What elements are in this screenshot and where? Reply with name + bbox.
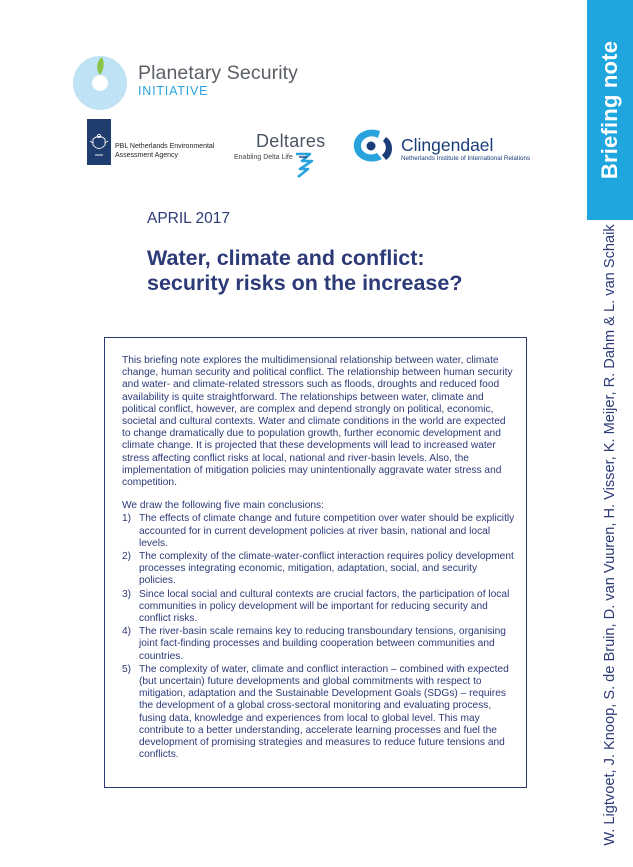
- pbl-crest-icon: [87, 119, 111, 165]
- planetary-security-logo-icon: [70, 51, 130, 111]
- psi-subtitle: INITIATIVE: [138, 84, 209, 98]
- conclusion-number: 5): [122, 663, 132, 675]
- deltares-name: Deltares: [256, 131, 326, 151]
- authors-list: W. Ligtvoet, J. Knoop, S. de Bruin, D. van Vuuren, H. Visser, K. Meijer, R. Dahm & L. van Schaik: [602, 223, 618, 846]
- briefing-note-label: Briefing note: [597, 40, 622, 180]
- pbl-name-line2: Assessment Agency: [115, 152, 179, 159]
- conclusion-text: The complexity of the climate-water-conflict interaction requires policy development processes integrating economic, mitigation, adaptation, social, and security policies.: [139, 551, 514, 587]
- conclusion-item: [122, 589, 516, 626]
- publication-date: APRIL 2017: [147, 210, 231, 227]
- authors-strip: [587, 223, 633, 846]
- psi-name: Planetary Security: [138, 62, 299, 84]
- title-line-2: security risks on the increase?: [147, 271, 463, 295]
- conclusion-item: [122, 664, 516, 762]
- conclusion-item: [122, 513, 516, 550]
- conclusion-number: 2): [122, 551, 132, 563]
- conclusion-text: The effects of climate change and future competition over water should be explicitly accounted for in current development policies at river basin, national and local levels.: [139, 513, 515, 549]
- deltares-wave-icon: [293, 151, 315, 179]
- conclusion-text: The complexity of water, climate and conflict interaction – combined with expected (but uncertain) future developments and global commitments with respect to mitigation, adaptation and the Sustainable Development Goals (SDGs) – requires the development of a global cross-sectoral monitoring and evaluating process, fusing data, knowledge and experiences from local to global level. This may contribute to a better understanding, accelerate learning processes and fuel the development of promising strategies and measures to reduce future tensions and conflicts.: [139, 663, 509, 761]
- conclusions-list: [122, 513, 516, 761]
- clingendael-subtitle: Netherlands Institute of International Relations: [401, 155, 531, 162]
- conclusions-lead: We draw the following five main conclusions:: [122, 500, 324, 512]
- conclusion-number: 3): [122, 588, 132, 600]
- clingendael-name: Clingendael: [401, 135, 494, 155]
- deltares-tagline: Enabling Delta Life: [234, 154, 293, 161]
- conclusion-item: [122, 626, 516, 663]
- conclusion-text: Since local social and cultural contexts are crucial factors, the participation of local communities in policy development will be important for reducing security and conflict risks.: [139, 588, 510, 625]
- conclusion-number: 1): [122, 513, 132, 525]
- conclusion-text: The river-basin scale remains key to reducing transboundary tensions, organising joint fact-finding processes and building cooperation between communities and countries.: [139, 626, 506, 662]
- title-line-1: Water, climate and conflict:: [147, 246, 425, 270]
- conclusion-item: [122, 551, 516, 588]
- summary-box: [104, 337, 527, 788]
- page-title: [147, 246, 567, 296]
- conclusion-number: 4): [122, 626, 132, 638]
- briefing-note-tab: [587, 0, 633, 220]
- clingendael-logo-icon: [350, 127, 396, 165]
- pbl-name: [115, 142, 225, 160]
- pbl-name-line1: PBL Netherlands Environmental: [115, 143, 215, 150]
- summary-intro: This briefing note explores the multidimensional relationship between water, climate change, human security and political conflict. The relationship between human security and water- and climate-related stressors such as floods, droughts and reduced food availability is quite straightforward. The relationships between water, climate and political conflict, however, are complex and depend strongly on political, economic, societal and cultural contexts. Water and climate conditions in the world are expected to change dramatically due to population growth, further economic development and climate change. It is projected that these developments will lead to increased water stress affecting conflict risks at local, national and river-basin levels. Also, the implementation of mitigation policies may unintentionally aggravate water stress and competition.: [122, 355, 513, 489]
